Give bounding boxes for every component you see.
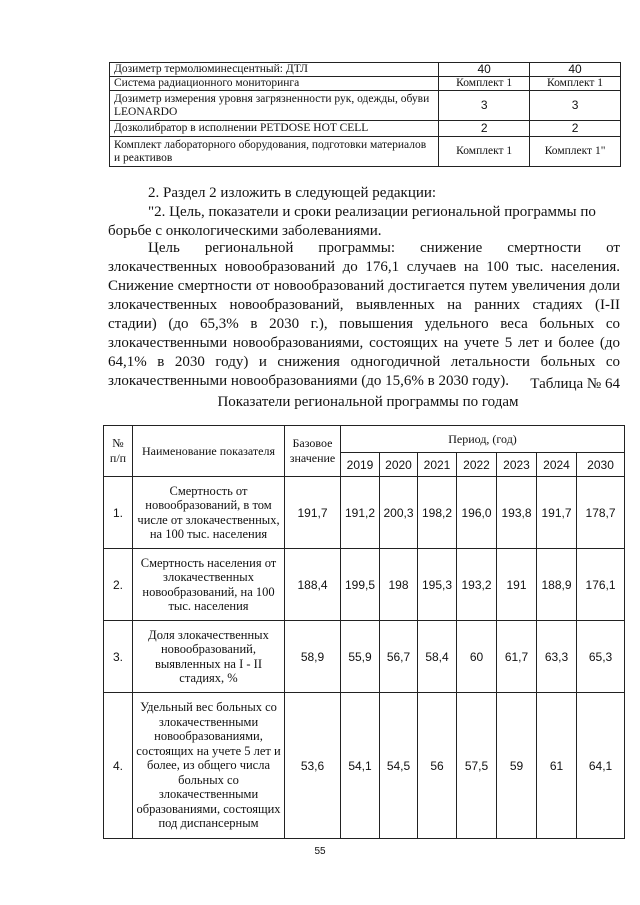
goal-paragraph: Цель региональной программы: снижение смертности от злокачественных новообразований до 176,1 случаев на 100 тыс. населения. Снижение смертности от новообразований достигается путем увеличения доли злокачественных новообразований, выявленных на ранних стадиях (I-II стадии) (до 65,3% в 2030 г.), повышения удельного веса больных со злокачественными новообразованиями, состоящих на учете 5 лет и более (до 64,1% в 2030 году) и снижения одногодичной летальности больных со злокачественными новообразованиями (до 15,6% в 2030 году). xyxy=(108,240,620,389)
equipment-qty-1: Комплект 1 xyxy=(439,77,530,91)
year-value: 65,3 xyxy=(577,621,625,693)
year-header: 2020 xyxy=(380,453,418,477)
year-value: 191,7 xyxy=(537,477,577,549)
year-value: 178,7 xyxy=(577,477,625,549)
year-value: 54,5 xyxy=(380,693,418,839)
equipment-name: Дозиметр измерения уровня загрязненности рук, одежды, обуви LEONARDO xyxy=(110,91,439,121)
header-period: Период, (год) xyxy=(341,426,625,453)
indicator-name: Смертность населения от злокачественных новообразований, на 100 тыс. населения xyxy=(133,549,285,621)
equipment-qty-1: 2 xyxy=(439,121,530,137)
equipment-qty-2: 40 xyxy=(530,63,621,77)
indicator-name: Удельный вес больных со злокачественными новообразованиями, состоящих на учете 5 лет и более, из общего числа больных со злокачественными образованиями, состоящих под диспансерным xyxy=(133,693,285,839)
table-row xyxy=(104,621,625,693)
year-value: 193,8 xyxy=(497,477,537,549)
row-number: 2. xyxy=(104,549,133,621)
table-title: Показатели региональной программы по годам xyxy=(217,394,519,410)
year-header: 2022 xyxy=(457,453,497,477)
equipment-qty-1: Комплект 1 xyxy=(439,137,530,167)
section-heading-paragraph: "2. Цель, показатели и сроки реализации региональной программы по борьбе с онкологическими заболеваниями. xyxy=(108,204,596,239)
year-value: 193,2 xyxy=(457,549,497,621)
indicator-name: Доля злокачественных новообразований, выявленных на I - II стадиях, % xyxy=(133,621,285,693)
equipment-row xyxy=(110,121,621,137)
year-value: 56 xyxy=(418,693,457,839)
base-value: 58,9 xyxy=(285,621,341,693)
indicators-table xyxy=(103,425,625,839)
indicator-name: Смертность от новообразований, в том числе от злокачественных, на 100 тыс. населения xyxy=(133,477,285,549)
year-value: 63,3 xyxy=(537,621,577,693)
table-row xyxy=(104,477,625,549)
amendment-paragraph: 2. Раздел 2 изложить в следующей редакции: xyxy=(148,185,437,201)
equipment-name: Дозколибратор в исполнении PETDOSE HOT CELL xyxy=(110,121,439,137)
header-base-value: Базовое значение xyxy=(285,426,341,477)
equipment-qty-2: 3 xyxy=(530,91,621,121)
equipment-qty-2: Комплект 1 xyxy=(530,77,621,91)
equipment-name: Система радиационного мониторинга xyxy=(110,77,439,91)
table-row xyxy=(104,693,625,839)
year-header: 2023 xyxy=(497,453,537,477)
year-header: 2030 xyxy=(577,453,625,477)
equipment-row xyxy=(110,63,621,77)
year-value: 61 xyxy=(537,693,577,839)
base-value: 53,6 xyxy=(285,693,341,839)
year-value: 198 xyxy=(380,549,418,621)
base-value: 188,4 xyxy=(285,549,341,621)
year-value: 176,1 xyxy=(577,549,625,621)
header-number: № п/п xyxy=(104,426,133,477)
year-value: 60 xyxy=(457,621,497,693)
year-value: 58,4 xyxy=(418,621,457,693)
table-row xyxy=(104,549,625,621)
header-row xyxy=(104,426,625,453)
equipment-row xyxy=(110,137,621,167)
equipment-name: Комплект лабораторного оборудования, подготовки материалов и реактивов xyxy=(110,137,439,167)
year-value: 55,9 xyxy=(341,621,380,693)
row-number: 3. xyxy=(104,621,133,693)
year-value: 198,2 xyxy=(418,477,457,549)
year-value: 195,3 xyxy=(418,549,457,621)
equipment-row xyxy=(110,91,621,121)
year-header: 2021 xyxy=(418,453,457,477)
year-value: 61,7 xyxy=(497,621,537,693)
year-value: 199,5 xyxy=(341,549,380,621)
year-header: 2024 xyxy=(537,453,577,477)
year-value: 200,3 xyxy=(380,477,418,549)
year-value: 191,2 xyxy=(341,477,380,549)
year-value: 56,7 xyxy=(380,621,418,693)
equipment-qty-1: 40 xyxy=(439,63,530,77)
year-value: 59 xyxy=(497,693,537,839)
equipment-table xyxy=(109,62,621,167)
row-number: 4. xyxy=(104,693,133,839)
equipment-qty-2: 2 xyxy=(530,121,621,137)
base-value: 191,7 xyxy=(285,477,341,549)
year-value: 191 xyxy=(497,549,537,621)
year-value: 54,1 xyxy=(341,693,380,839)
equipment-name: Дозиметр термолюминесцентный: ДТЛ xyxy=(110,63,439,77)
row-number: 1. xyxy=(104,477,133,549)
table-number: Таблица № 64 xyxy=(530,376,620,392)
year-value: 64,1 xyxy=(577,693,625,839)
equipment-qty-1: 3 xyxy=(439,91,530,121)
year-value: 188,9 xyxy=(537,549,577,621)
year-value: 57,5 xyxy=(457,693,497,839)
page-number: 55 xyxy=(314,846,326,857)
year-header: 2019 xyxy=(341,453,380,477)
equipment-row xyxy=(110,77,621,91)
header-indicator-name: Наименование показателя xyxy=(133,426,285,477)
equipment-qty-2: Комплект 1" xyxy=(530,137,621,167)
year-value: 196,0 xyxy=(457,477,497,549)
